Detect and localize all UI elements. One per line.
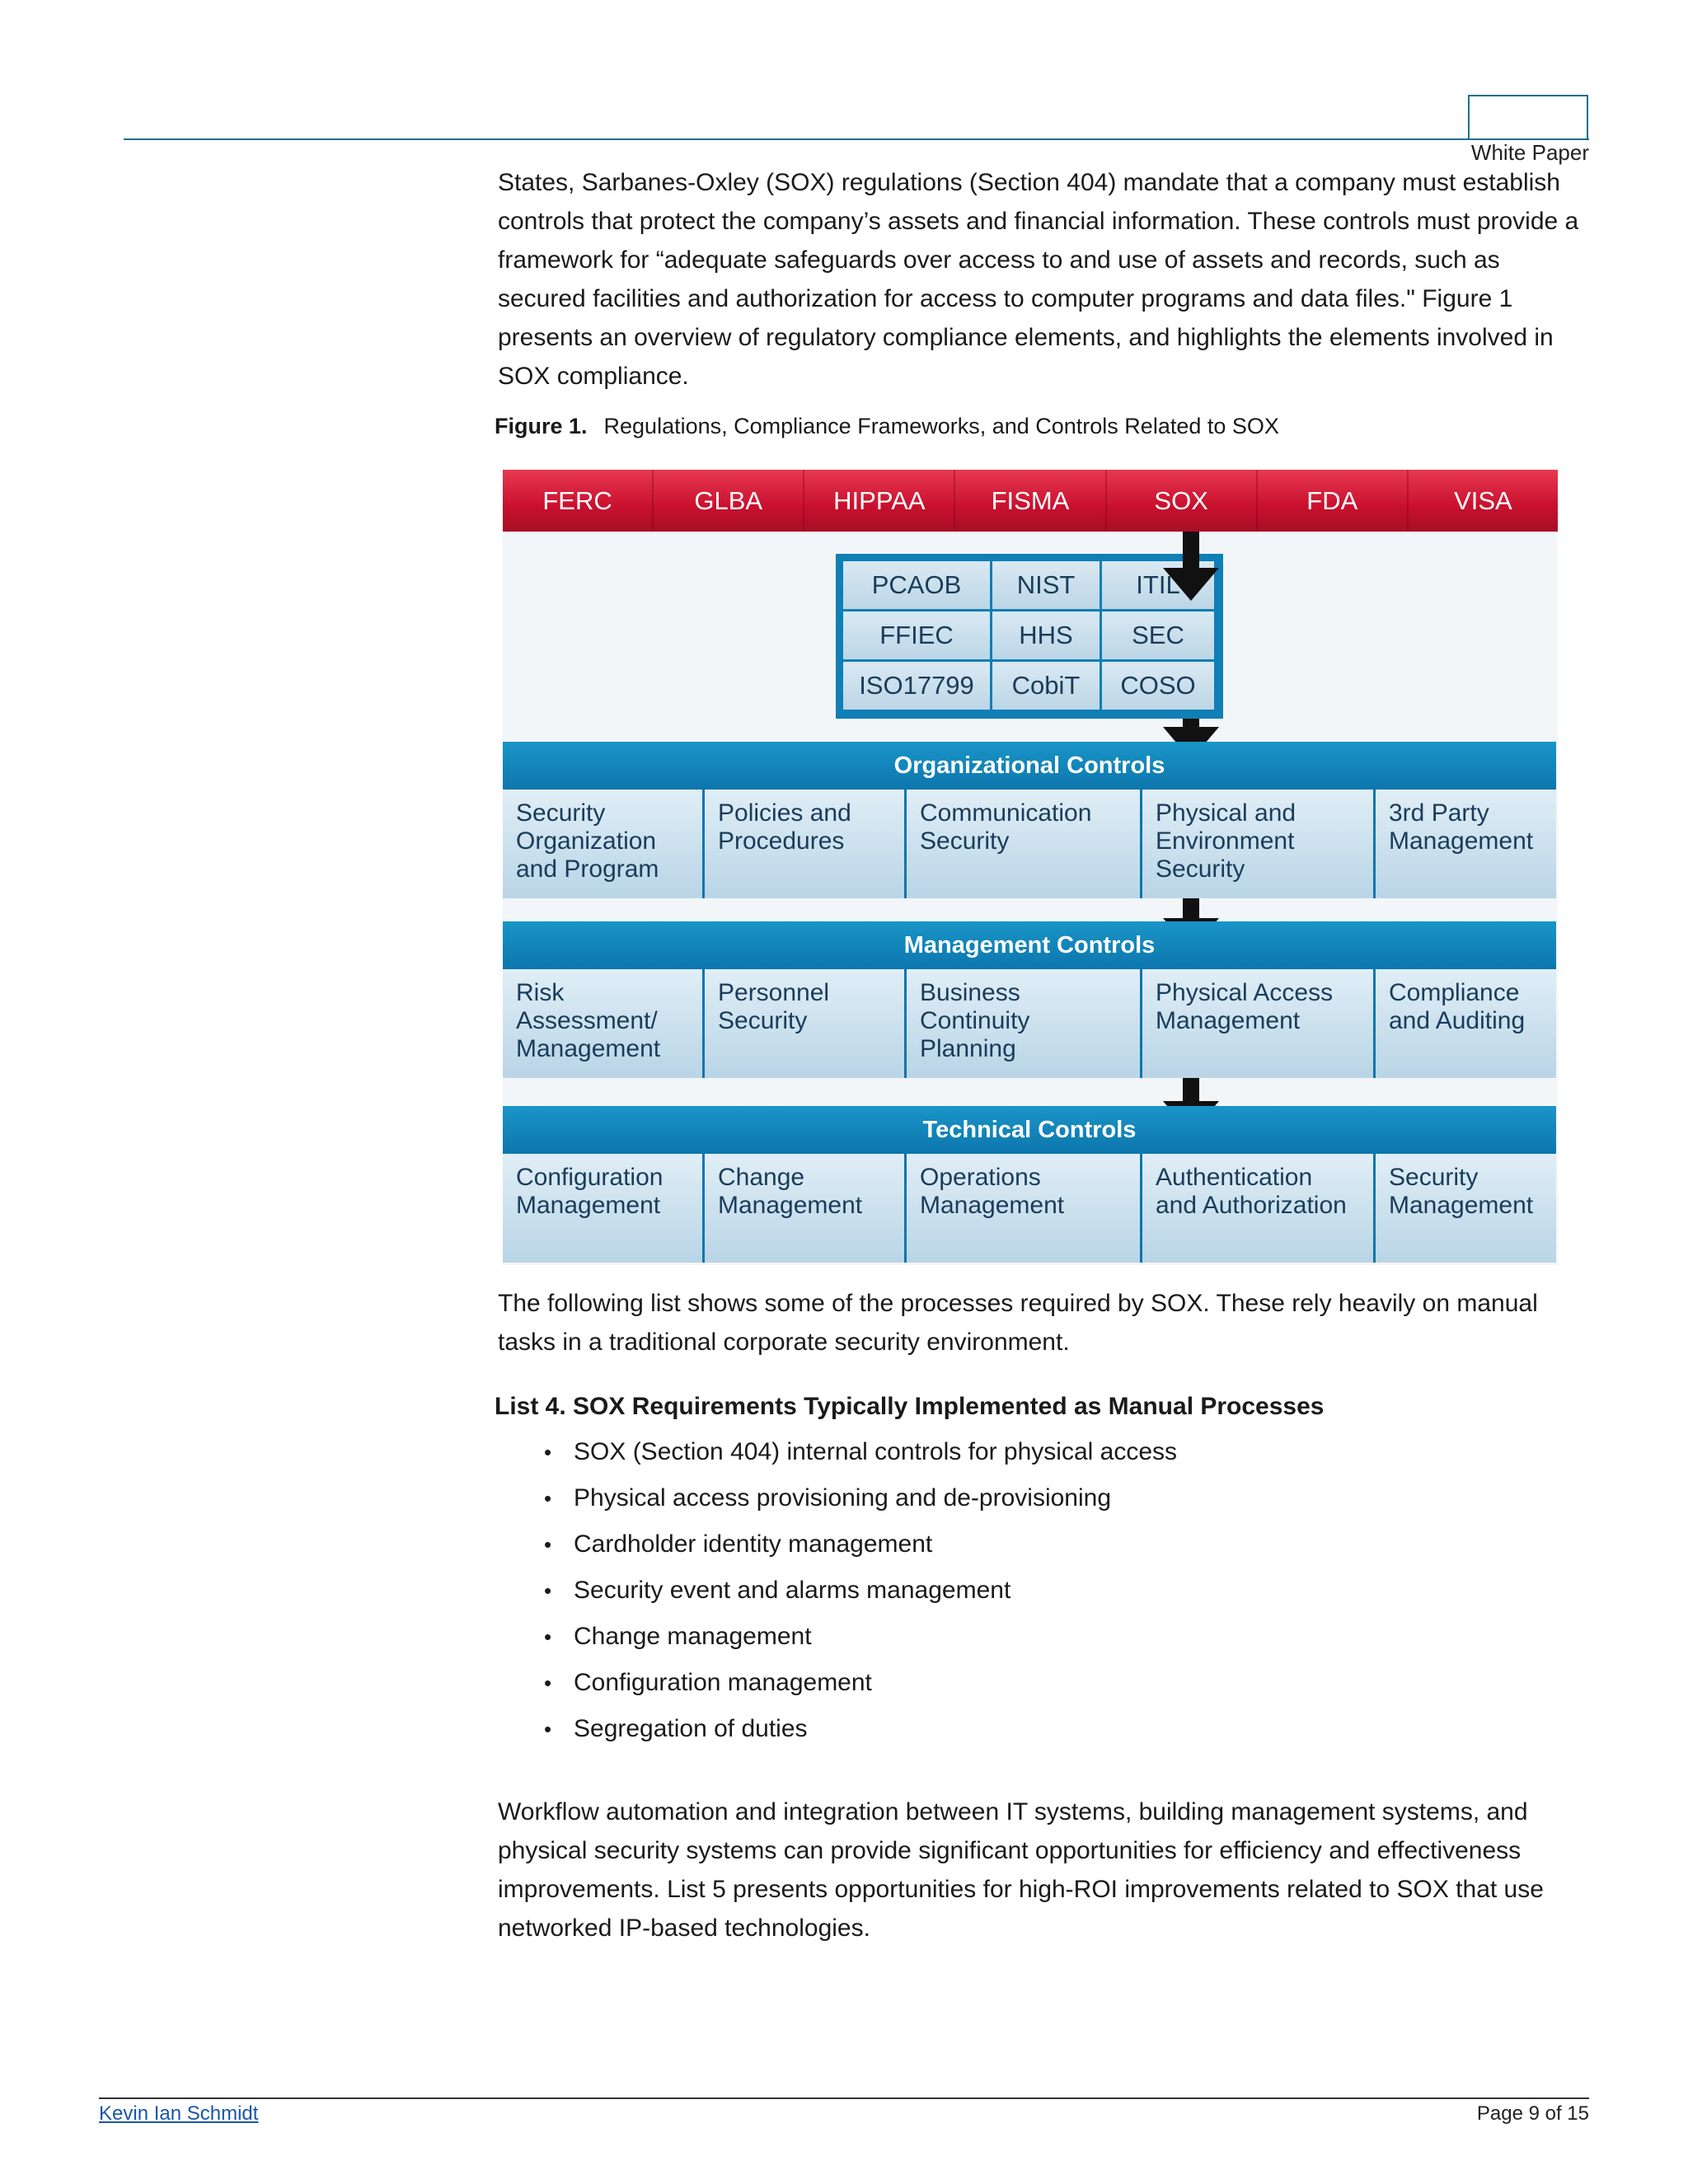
header-label: White Paper <box>1470 140 1589 165</box>
requirements-list <box>544 1434 1177 1757</box>
control-item: Change Management <box>705 1154 907 1263</box>
text-line: networked IP-based technologies. <box>498 1915 870 1942</box>
list-item: • Change management <box>544 1619 1177 1665</box>
control-item: Personnel Security <box>705 969 907 1078</box>
text-line: framework for “adequate safeguards over access to and use of assets and records, such as <box>498 246 1500 274</box>
control-item: 3rd Party Management <box>1376 790 1556 898</box>
regulation-fda: FDA <box>1258 470 1409 532</box>
text-line: The following list shows some of the processes required by SOX. These rely heavily on manual <box>498 1290 1538 1317</box>
framework-cell: NIST <box>992 561 1100 609</box>
control-item: Security Organization and Program <box>503 790 705 898</box>
regulation-sox: SOX <box>1107 470 1258 532</box>
control-item: Configuration Management <box>503 1154 705 1263</box>
regulation-hippaa: HIPPAA <box>804 470 955 532</box>
technical-controls-row <box>503 1154 1556 1263</box>
figure-caption <box>495 414 1279 439</box>
header-frame-left <box>1468 95 1470 139</box>
figure-label: Figure 1. <box>495 414 588 438</box>
list-item: • Configuration management <box>544 1665 1177 1711</box>
text-line: controls that protect the company’s assets and financial information. These controls must provide a <box>498 208 1579 235</box>
control-item: Communication Security <box>907 790 1142 898</box>
framework-cell: CobiT <box>992 662 1100 710</box>
list-item: • Physical access provisioning and de-provisioning <box>544 1480 1177 1526</box>
sox-diagram <box>503 470 1558 1265</box>
text-line: tasks in a traditional corporate security environment. <box>498 1329 1070 1356</box>
framework-cell: ITIL <box>1102 561 1214 609</box>
header-frame <box>1468 95 1588 139</box>
control-item: Physical and Environment Security <box>1142 790 1376 898</box>
framework-cell: ISO17799 <box>843 662 990 710</box>
regulation-visa: VISA <box>1454 485 1512 515</box>
list-item: • SOX (Section 404) internal controls for physical access <box>544 1434 1177 1480</box>
text-line: improvements. List 5 presents opportunities for high-ROI improvements related to SOX that use <box>498 1876 1544 1903</box>
control-item: Authentication and Authorization <box>1142 1154 1376 1263</box>
control-item: Risk Assessment/ Management <box>503 969 705 1078</box>
footer-page-number: Page 9 of 15 <box>1476 2102 1589 2125</box>
organizational-controls-row <box>503 790 1556 898</box>
list-item: • Security event and alarms management <box>544 1572 1177 1619</box>
intro-paragraph <box>498 163 1602 396</box>
figure-caption-text: Regulations, Compliance Frameworks, and Controls Related to SOX <box>603 414 1279 438</box>
framework-cell: HHS <box>992 612 1100 659</box>
control-item: Physical Access Management <box>1142 969 1376 1078</box>
control-item: Operations Management <box>907 1154 1142 1263</box>
management-controls-header: Management Controls <box>503 921 1556 969</box>
text-line: physical security systems can provide significant opportunities for efficiency and effectiveness <box>498 1837 1522 1864</box>
footer-rule <box>99 2097 1589 2099</box>
control-item: Policies and Procedures <box>705 790 907 898</box>
list-item: • Segregation of duties <box>544 1711 1177 1757</box>
framework-cell: SEC <box>1102 612 1214 659</box>
management-controls-row <box>503 969 1556 1078</box>
control-item: Security Management <box>1376 1154 1556 1263</box>
text-line: presents an overview of regulatory compliance elements, and highlights the elements involved in <box>498 324 1554 351</box>
regulation-fisma: FISMA <box>955 470 1106 532</box>
text-line: SOX compliance. <box>498 363 689 390</box>
regulation-ferc: FERC <box>503 470 654 532</box>
regulations-bar <box>503 470 1558 532</box>
closing-paragraph <box>498 1793 1602 1947</box>
list-item: • Cardholder identity management <box>544 1526 1177 1572</box>
regulation-glba: GLBA <box>654 470 804 532</box>
control-item: Compliance and Auditing <box>1376 969 1556 1078</box>
list-intro-paragraph <box>498 1284 1602 1361</box>
header-rule <box>124 138 1589 140</box>
text-line: Workflow automation and integration between IT systems, building management systems, and <box>498 1798 1528 1825</box>
technical-controls-header: Technical Controls <box>503 1106 1556 1154</box>
framework-cell: PCAOB <box>843 561 990 609</box>
framework-cell: COSO <box>1102 662 1214 710</box>
text-line: States, Sarbanes-Oxley (SOX) regulations (Section 404) mandate that a company must establish <box>498 169 1560 196</box>
control-item: Business Continuity Planning <box>907 969 1142 1078</box>
framework-cell: FFIEC <box>843 612 990 659</box>
text-line: secured facilities and authorization for access to computer programs and data files." Figure 1 <box>498 285 1513 312</box>
organizational-controls-header: Organizational Controls <box>503 742 1556 790</box>
list-title: List 4. SOX Requirements Typically Implemented as Manual Processes <box>495 1393 1325 1420</box>
footer-author-link[interactable]: Kevin Ian Schmidt <box>99 2102 259 2125</box>
